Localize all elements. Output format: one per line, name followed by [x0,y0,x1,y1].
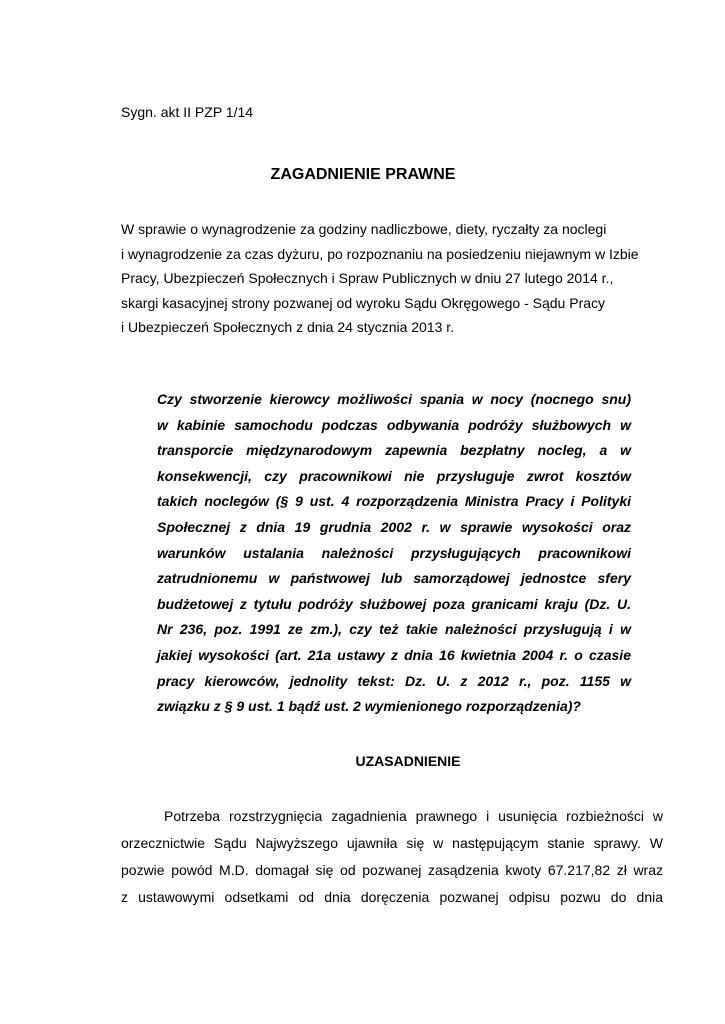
intro-paragraph [121,217,641,340]
body-line: orzecznictwie Sądu Najwyższego ujawniła się w następującym stanie sprawy. W [121,835,663,851]
question-line: konsekwencji, czy pracownikowi nie przysługuje zwrot kosztów [157,467,631,484]
question-line: związku z § 9 ust. 1 bądź ust. 2 wymienionego rozporządzenia)? [157,698,581,715]
question-line: zatrudnionemu w państwowej lub samorządowej jednostce sfery [157,570,631,587]
justification-paragraph [121,803,663,911]
question-line: warunków ustalania należności przysługujących pracownikowi [157,544,631,561]
question-line: pracy kierowców, jednolity tekst: Dz. U. z 2012 r., poz. 1155 w [157,672,631,689]
body-line: Potrzeba rozstrzygnięcia zagadnienia prawnego i usunięcia rozbieżności w [164,808,663,824]
question-line: budżetowej z tytułu podróży służbowej poza granicami kraju (Dz. U. [157,595,631,612]
intro-line: i wynagrodzenie za czas dyżuru, po rozpoznaniu na posiedzeniu niejawnym w Izbie [121,245,639,262]
question-line: takich noclegów (§ 9 ust. 4 rozporządzenia Ministra Pracy i Polityki [157,493,631,510]
document-title: ZAGADNIENIE PRAWNE [270,166,456,183]
intro-line: skargi kasacyjnej strony pozwanej od wyroku Sądu Okręgowego - Sądu Pracy [121,294,606,311]
question-line: Społecznej z dnia 19 grudnia 2002 r. w sprawie wysokości oraz [157,518,631,535]
body-line: pozwie powód M.D. domagał się od pozwanej zasądzenia kwoty 67.217,82 zł wraz [121,862,663,878]
intro-line: W sprawie o wynagrodzenie za godziny nadliczbowe, diety, ryczałty za noclegi [121,221,607,237]
intro-line: Pracy, Ubezpieczeń Społecznych i Spraw Publicznych w dniu 27 lutego 2014 r., [121,270,614,286]
question-line: Nr 236, poz. 1991 ze zm.), czy też takie należności przysługują i w [157,621,631,638]
question-line: Czy stworzenie kierowcy możliwości spania w nocy (nocnego snu) [157,391,631,407]
legal-question [157,387,631,720]
case-signature: Sygn. akt II PZP 1/14 [121,104,254,120]
question-line: jakiej wysokości (art. 21a ustawy z dnia 16 kwietnia 2004 r. o czasie [157,646,631,663]
question-line: w kabinie samochodu podczas odbywania podróży służbowych w [157,416,631,433]
intro-line: i Ubezpieczeń Społecznych z dnia 24 stycznia 2013 r. [121,319,455,335]
question-line: transporcie międzynarodowym zapewnia bezpłatny nocleg, a w [157,442,631,459]
section-heading: UZASADNIENIE [355,753,461,769]
body-line: z ustawowymi odsetkami od dnia doręczenia pozwanej odpisu pozwu do dnia [121,889,663,905]
